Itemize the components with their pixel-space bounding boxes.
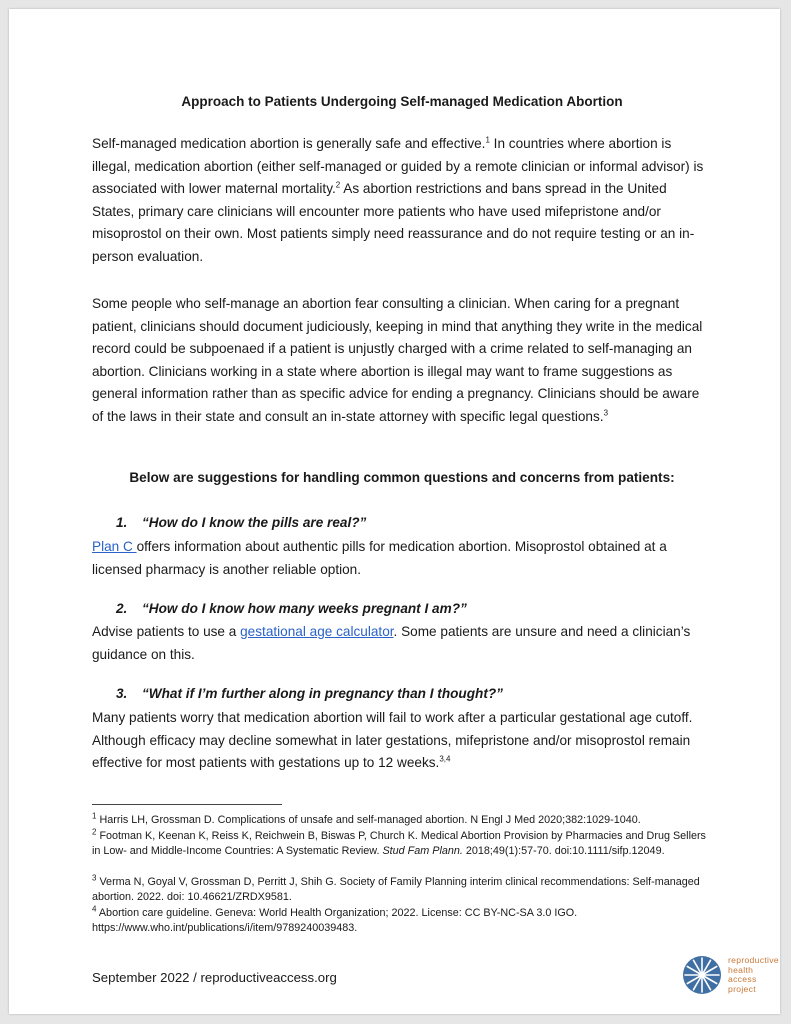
footnote-text: Footman K, Keenan K, Reiss K, Reichwein B, Biswas P, Church K. Medical Abortion Provision by Pharmacies and Drug Sellers in Low- and Middle-Income Countries: A Systematic Review. xyxy=(92,830,706,857)
question-text: “How do I know how many weeks pregnant I am?” xyxy=(142,601,467,616)
logo-line: reproductive xyxy=(728,955,779,965)
footnote-divider xyxy=(92,804,282,805)
intro-text-3: As abortion restrictions and bans spread in the United States, primary care clinicians will encounter more patients who have used mifepristone and/or misoprostol on their own. Most patients simply need reassurance and do not require testing or an in-person evaluation. xyxy=(92,181,695,264)
intro-text-2: In countries where abortion is illegal, medication abortion (either self-managed or guided by a remote clinician or informal advisor) is associated with lower maternal mortality. xyxy=(92,136,704,197)
question-text: “How do I know the pills are real?” xyxy=(142,515,367,530)
sunburst-logo-icon xyxy=(682,955,722,995)
suggestions-heading: Below are suggestions for handling common questions and concerns from patients: xyxy=(129,470,675,485)
plan-c-link[interactable]: Plan C xyxy=(92,539,137,554)
footnote-ref-3[interactable]: 3 xyxy=(603,408,609,418)
footnote-number: 3 xyxy=(92,873,97,883)
footnote-text-post: 2018;49(1):57-70. doi:10.1111/sifp.12049. xyxy=(462,844,665,857)
answer-3-text: Many patients worry that medication abortion will fail to work after a particular gestational age cutoff. Although efficacy may decline somewhat in later gestations, mifepristone and/or misoprostol remain effective for most patients with gestations up to 12 weeks. xyxy=(92,710,693,771)
question-1 xyxy=(116,515,366,530)
footnote-text: Verma N, Goyal V, Grossman D, Perritt J, Shih G. Society of Family Planning interim clinical recommendations: Self-managed abortion. 2022. doi: 10.46621/ZRDX9581. xyxy=(92,876,700,903)
footnote-text: Abortion care guideline. Geneva: World Health Organization; 2022. License: CC BY-NC-SA 3.0 IGO. https://www.who.int/publications/i/item/9789240039483. xyxy=(92,907,578,934)
question-number: 1. xyxy=(116,515,128,530)
question-3 xyxy=(116,686,503,701)
logo-line: project xyxy=(728,983,756,994)
logo-line: access xyxy=(728,974,757,985)
footnote-journal: Stud Fam Plann. xyxy=(382,844,463,857)
footnote-ref-2[interactable]: 2 xyxy=(335,180,341,190)
logo-wordmark xyxy=(728,956,779,994)
gestational-age-calculator-link[interactable]: gestational age calculator xyxy=(240,624,394,639)
footnote-number: 2 xyxy=(92,827,97,837)
logo-line: health xyxy=(728,964,754,975)
footnote-1 xyxy=(92,813,712,828)
footnote-3 xyxy=(92,875,712,904)
intro-paragraph xyxy=(92,133,712,269)
legal-text: Some people who self-manage an abortion fear consulting a clinician. When caring for a pregnant patient, clinicians should document judiciously, keeping in mind that anything they write in the medical record could be subpoenaed if a patient is unjustly charged with a crime related to self-managing an abortion. Clinicians working in a state where abortion is illegal may want to frame suggestions as general information rather than as specific advice for ending a pregnancy. Clinicians should be aware of the laws in their state and consult an in-state attorney with specific legal questions. xyxy=(92,296,703,424)
answer-1-text: offers information about authentic pills for medication abortion. Misoprostol obtained at a licensed pharmacy is another reliable option. xyxy=(92,539,667,577)
intro-text-1: Self-managed medication abortion is generally safe and effective. xyxy=(92,136,486,151)
footnote-ref-1[interactable]: 1 xyxy=(485,135,490,145)
answer-2 xyxy=(92,621,712,666)
answer-2-post: . Some patients are unsure and need a clinician’s guidance on this. xyxy=(92,624,691,662)
footnote-ref-3-4[interactable]: 3,4 xyxy=(439,754,451,764)
page-title: Approach to Patients Undergoing Self-managed Medication Abortion xyxy=(181,94,623,109)
rhap-logo xyxy=(682,955,791,999)
footnote-number: 4 xyxy=(92,904,97,914)
answer-3 xyxy=(92,707,712,775)
question-2 xyxy=(116,601,467,616)
answer-1 xyxy=(92,536,712,581)
footnote-2 xyxy=(92,829,712,858)
legal-paragraph xyxy=(92,293,712,429)
document-page xyxy=(9,9,780,1014)
footnote-text: Harris LH, Grossman D. Complications of unsafe and self-managed abortion. N Engl J Med 2020;382:1029-1040. xyxy=(96,814,641,826)
footnote-number: 1 xyxy=(92,811,97,821)
answer-2-pre: Advise patients to use a xyxy=(92,624,241,639)
footnote-4 xyxy=(92,906,712,935)
question-number: 2. xyxy=(116,601,128,616)
question-text: “What if I’m further along in pregnancy than I thought?” xyxy=(142,686,503,701)
question-number: 3. xyxy=(116,686,128,701)
footer-date-site: September 2022 / reproductiveaccess.org xyxy=(92,970,337,985)
